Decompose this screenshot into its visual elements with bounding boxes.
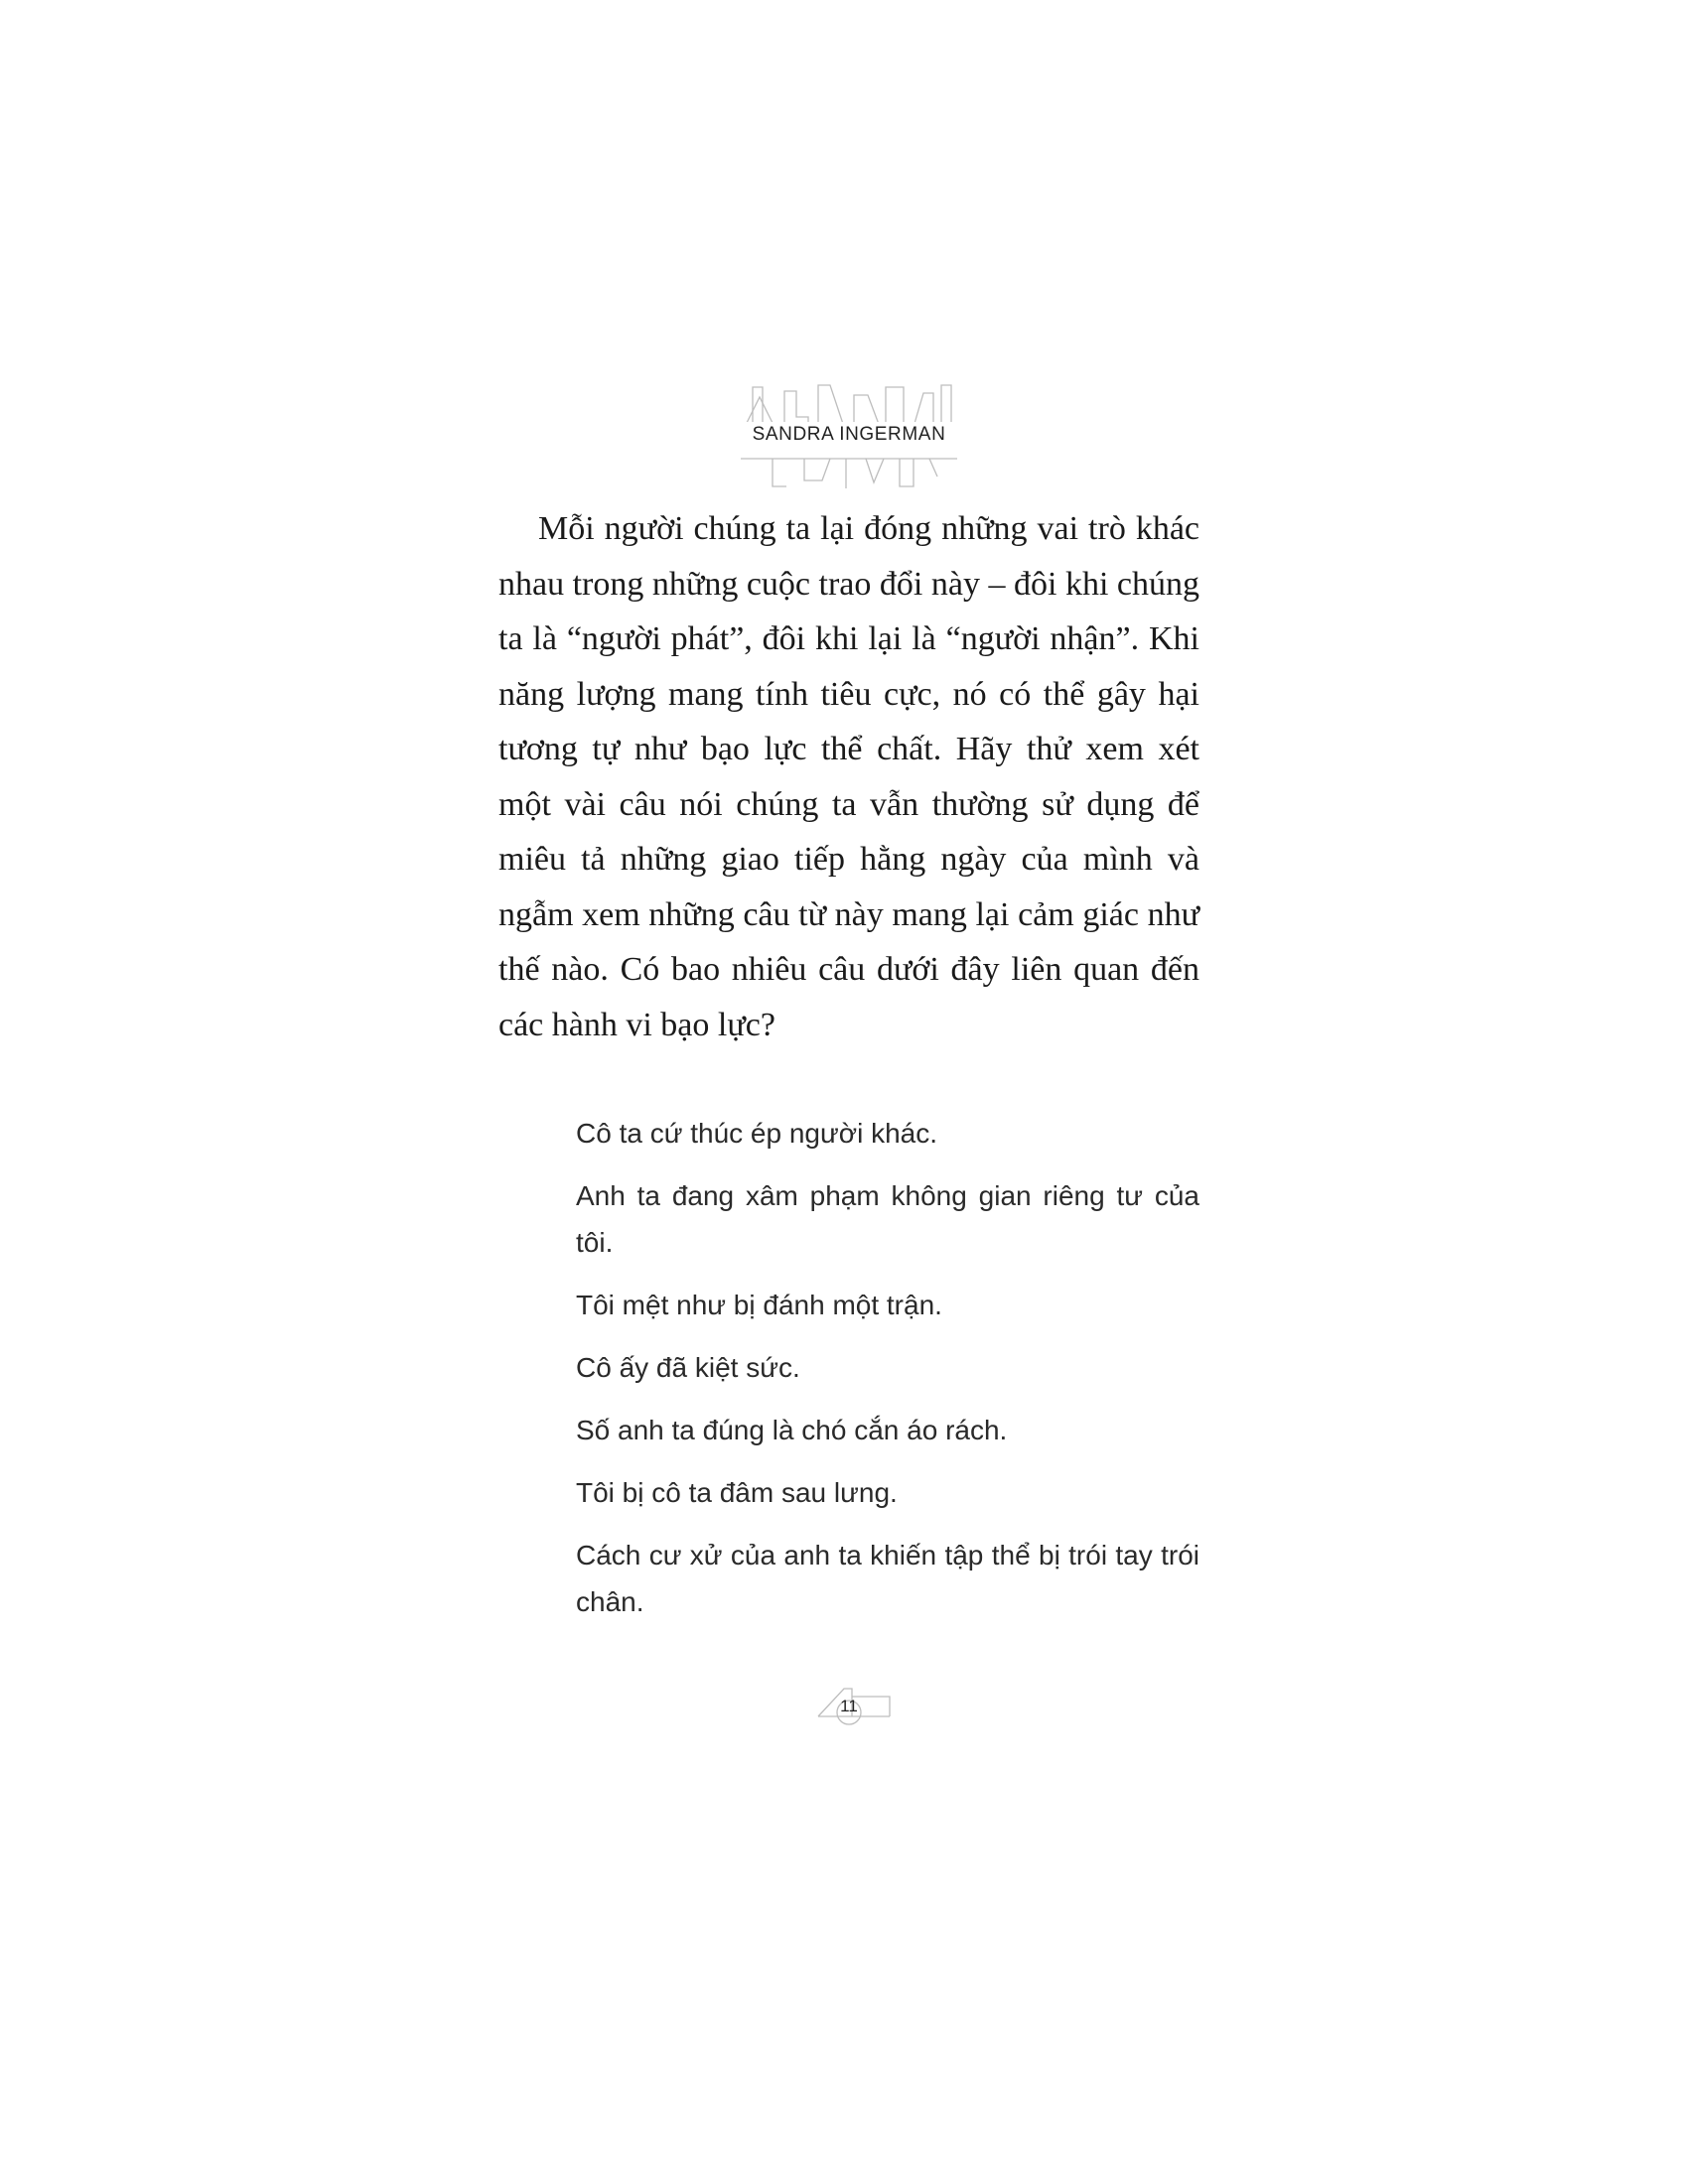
quote-list [576,1110,1199,1641]
body-paragraph: Mỗi người chúng ta lại đóng những vai trò khác nhau trong những cuộc trao đổi này – đôi khi chúng ta là “người phát”, đôi khi lại là “người nhận”. Khi năng lượng mang tính tiêu cực, nó có thể gây hại tương tự như bạo lực thể chất. Hãy thử xem xét một vài câu nói chúng ta vẫn thường sử dụng để miêu tả những giao tiếp hằng ngày của mình và ngẫm xem những câu từ này mang lại cảm giác như thế nào. Có bao nhiêu câu dưới đây liên quan đến các hành vi bạo lực? [498,510,1199,1043]
header-author: SANDRA INGERMAN [735,422,963,448]
list-item: Tôi bị cô ta đâm sau lưng. [576,1477,898,1508]
page-footer [814,1683,894,1732]
list-item: Tôi mệt như bị đánh một trận. [576,1290,942,1320]
list-item: Anh ta đang xâm phạm không gian riêng tư của tôi. [576,1180,1199,1258]
list-item: Cô ta cứ thúc ép người khác. [576,1118,938,1149]
list-item: Cô ấy đã kiệt sức. [576,1352,800,1383]
running-header [735,377,963,496]
list-item: Cách cư xử của anh ta khiến tập thể bị trói tay trói chân. [576,1540,1199,1617]
list-item: Số anh ta đúng là chó cắn áo rách. [576,1415,1008,1445]
page-number: 11 [840,1697,858,1715]
